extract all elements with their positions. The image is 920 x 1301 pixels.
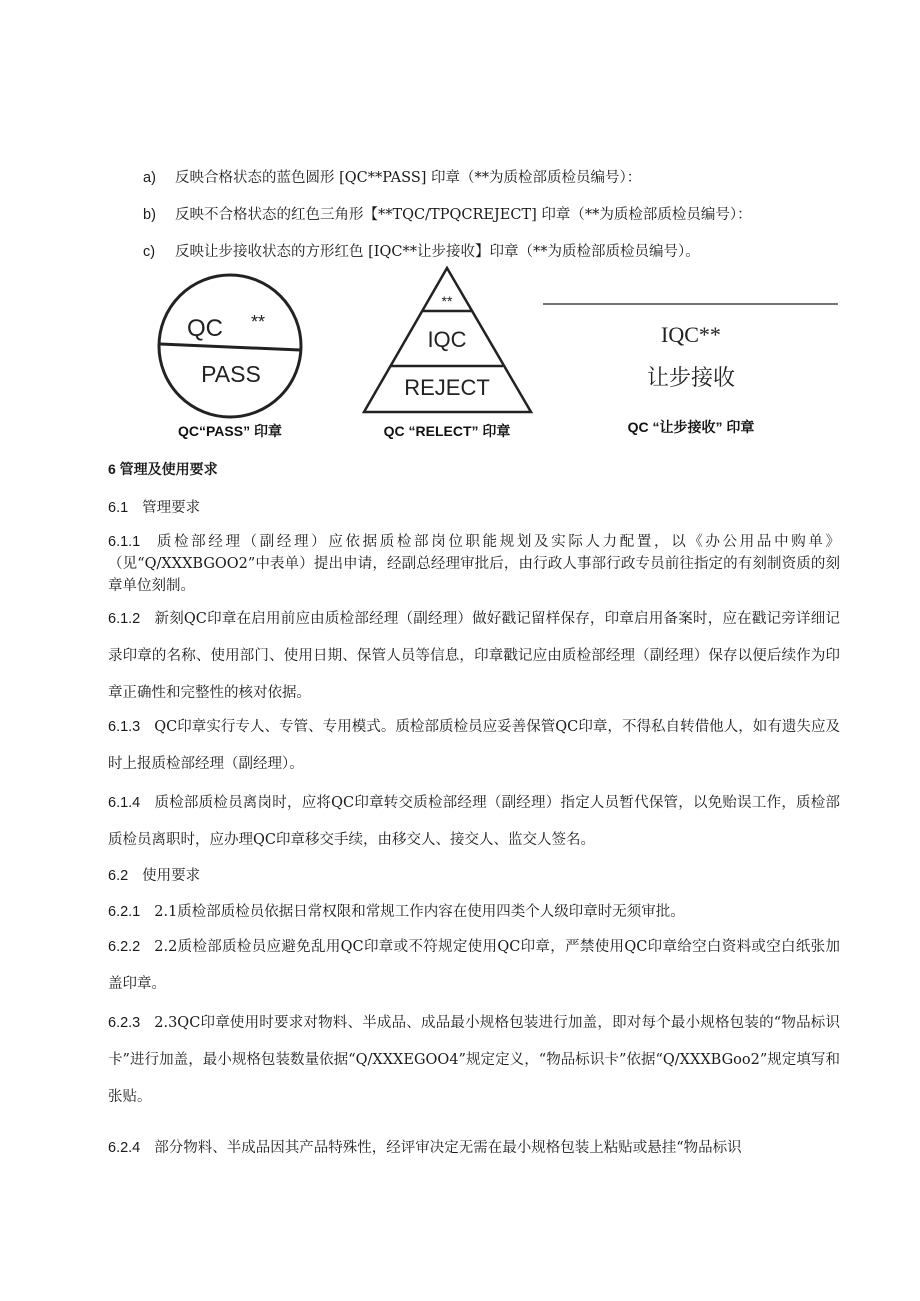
paragraph-number: 6.2.3 (108, 1015, 141, 1031)
paragraph-text: 质检部质检员离岗时，应将QC印章转交质检部经理（副经理）指定人员暂代保管，以免贻误工作，质检部质检员离职时，应办理QC印章移交手续，由移交人、接交人、监交人签名。 (108, 795, 840, 848)
paragraph-6-2-2 (108, 929, 840, 1003)
paragraph-number: 6.1.3 (108, 719, 141, 735)
paragraph-number: 6.2.4 (108, 1140, 141, 1156)
pass-stamp-divider (160, 344, 300, 350)
section-title: 使用要求 (142, 868, 201, 884)
paragraph-number: 6.1.1 (108, 534, 141, 550)
section-6-title: 6 管理及使用要求 (108, 461, 218, 477)
list-item-c (143, 240, 700, 261)
section-title: 管理要求 (142, 500, 201, 516)
reject-stamp-iqc: IQC (427, 327, 467, 352)
concession-stamp (543, 304, 838, 391)
concession-stamp-caption: QC “让步接收” 印章 (627, 419, 755, 435)
list-text: 反映合格状态的蓝色圆形 [QC**PASS] 印章（**为质检部质检员编号）： (175, 170, 642, 186)
section-6-2-heading (108, 864, 200, 885)
paragraph-text: 2.1质检部质检员依据日常权限和常规工作内容在使用四类个人级印章时无须审批。 (154, 904, 685, 920)
section-number: 6.1 (108, 500, 129, 516)
paragraph-6-1-3 (108, 709, 840, 783)
reject-stamp (364, 268, 531, 412)
list-label: a) (143, 170, 156, 186)
concession-stamp-iqc: IQC** (661, 322, 721, 347)
paragraph-6-1-4 (108, 785, 840, 859)
paragraph-text: 质检部经理（副经理）应依据质检部岗位职能规划及实际人力配置，以《办公用品中购单》（见“Q/XXXBGOO2”中表单）提出申请，经副总经理审批后，由行政人事部行政专员前往指定的有刻制资质的刻章单位刻制。 (108, 534, 840, 594)
list-text: 反映不合格状态的红色三角形【**TQC/TPQCREJECT] 印章（**为质检部质检员编号）： (175, 207, 752, 223)
paragraph-6-2-1 (108, 901, 840, 923)
paragraph-6-1-2 (108, 601, 840, 712)
paragraph-text: 2.2质检部质检员应避免乱用QC印章或不符规定使用QC印章，严禁使用QC印章给空白资料或空白纸张加盖印章。 (108, 939, 840, 992)
paragraph-number: 6.1.4 (108, 795, 141, 811)
paragraph-6-1-1 (108, 531, 840, 597)
list-text: 反映让步接收状态的方形红色 [IQC**让步接收】印章（**为质检部质检员编号）。 (175, 244, 700, 260)
paragraph-text: QC印章实行专人、专管、专用模式。质检部质检员应妥善保管QC印章，不得私自转借他人，如有遗失应及时上报质检部经理（副经理）。 (108, 719, 840, 772)
pass-stamp-caption: QC“PASS” 印章 (178, 423, 282, 439)
pass-stamp (159, 275, 301, 417)
paragraph-6-2-4 (108, 1137, 840, 1159)
section-6-1-heading (108, 496, 200, 517)
list-label: c) (143, 244, 156, 260)
list-item-b (143, 203, 752, 224)
concession-stamp-label: 让步接收 (646, 366, 736, 391)
reject-stamp-caption: QC “RELECT” 印章 (383, 423, 511, 439)
pass-stamp-pass: PASS (201, 361, 261, 387)
pass-stamp-stars: ** (250, 312, 266, 332)
list-label: b) (143, 207, 156, 223)
paragraph-number: 6.2.1 (108, 904, 141, 920)
paragraph-number: 6.1.2 (108, 611, 141, 627)
paragraph-text: 新刻QC印章在启用前应由质检部经理（副经理）做好戳记留样保存，印章启用备案时，应在戳记旁详细记录印章的名称、使用部门、使用日期、保管人员等信息，印章戳记应由质检部经理（副经理）保存以便后续作为印章正确性和完整性的核对依据。 (108, 611, 840, 701)
stamp-figures (0, 260, 920, 450)
paragraph-number: 6.2.2 (108, 939, 141, 955)
paragraph-text: 部分物料、半成品因其产品特殊性，经评审决定无需在最小规格包装上粘贴或悬挂“物品标识 (154, 1140, 742, 1156)
paragraph-text: 2.3QC印章使用时要求对物料、半成品、成品最小规格包装进行加盖，即对每个最小规格包装的“物品标识卡”进行加盖，最小规格包装数量依据“Q/XXXEGOO4”规定定义，“物品标识卡”依据“Q/XXXBGoo2”规定填写和张贴。 (108, 1015, 840, 1105)
list-item-a (143, 166, 641, 187)
paragraph-6-2-3 (108, 1005, 840, 1116)
reject-stamp-reject: REJECT (404, 375, 490, 400)
section-number: 6.2 (108, 868, 129, 884)
reject-stamp-stars: ** (441, 293, 453, 309)
pass-stamp-qc: QC (187, 315, 223, 342)
